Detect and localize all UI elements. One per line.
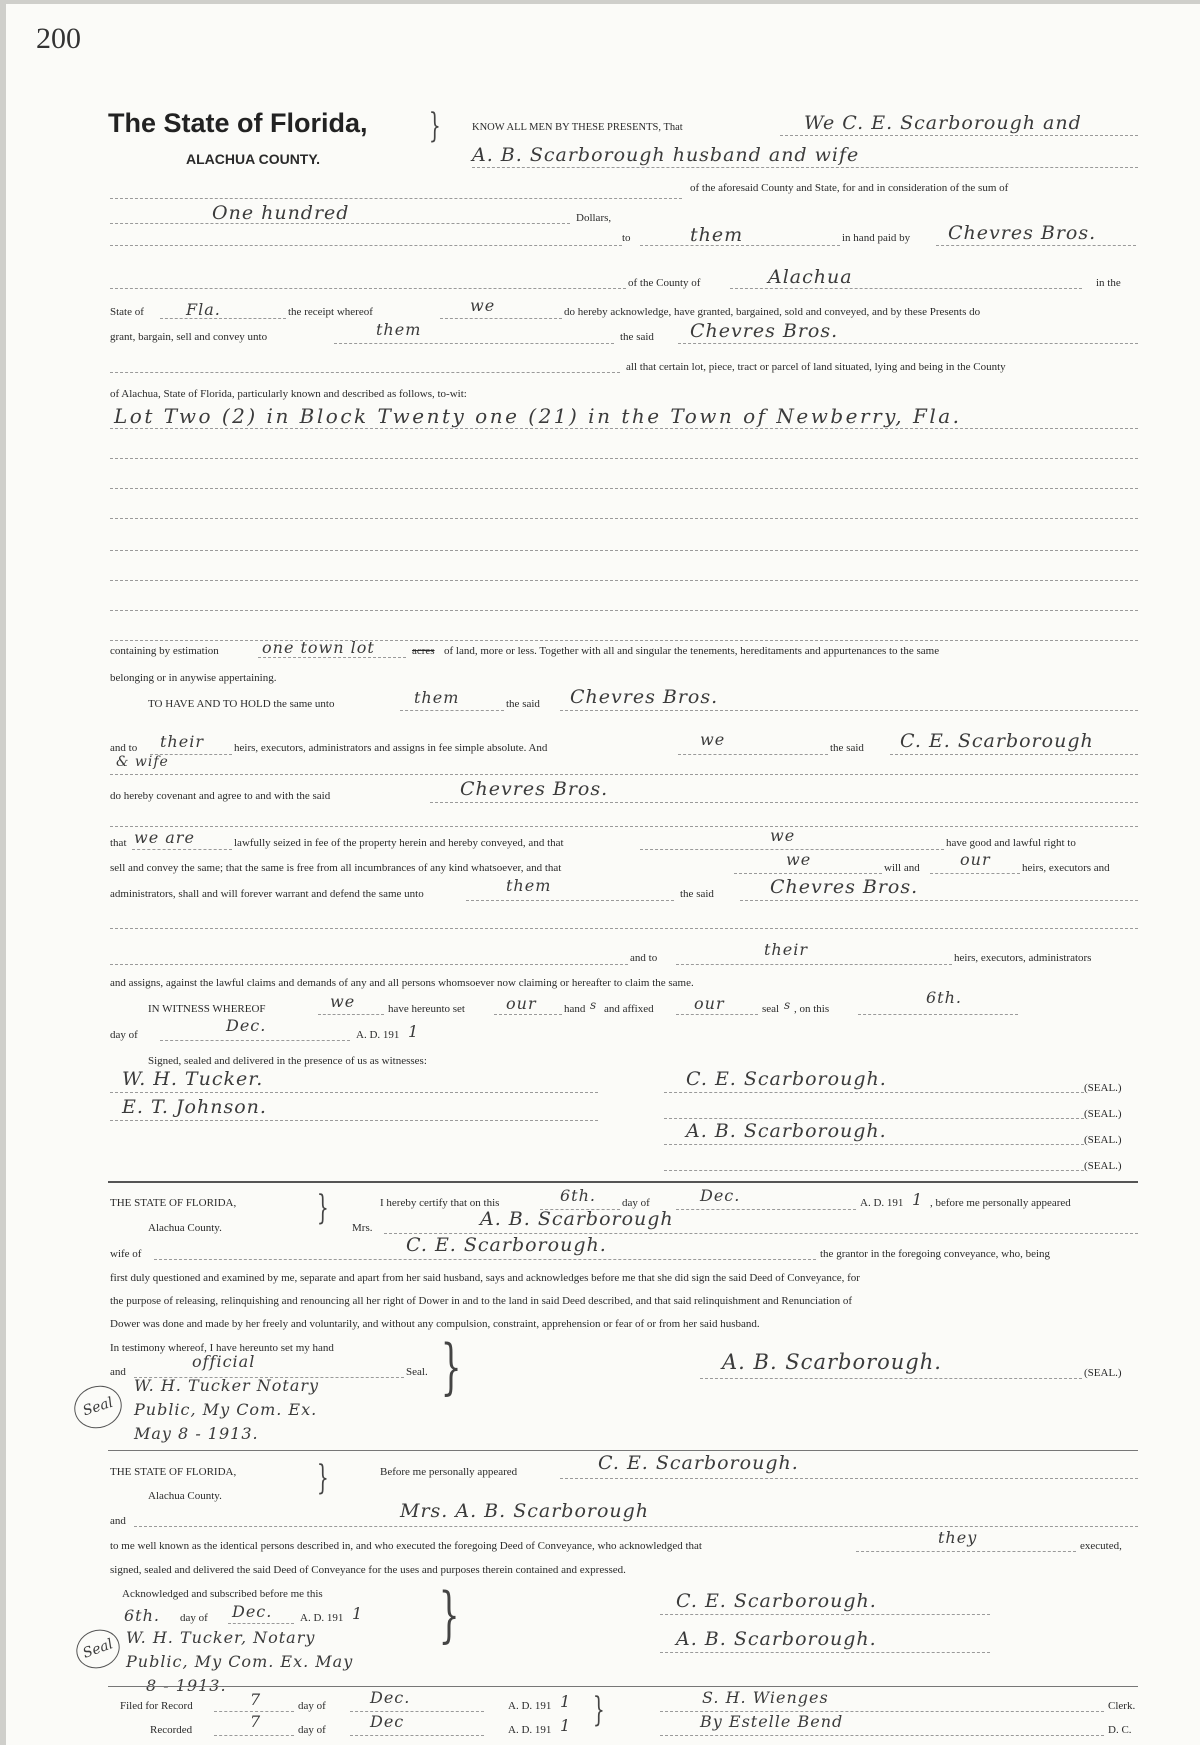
cert2-signature-1: C. E. Scarborough. bbox=[676, 1590, 877, 1612]
grantee-value: Chevres Bros. bbox=[948, 222, 1097, 244]
cert2-county: Alachua County. bbox=[148, 1490, 222, 1502]
cert2-appeared-value: C. E. Scarborough. bbox=[598, 1452, 799, 1474]
state-value: Fla. bbox=[186, 300, 221, 319]
that-value: we are bbox=[134, 828, 195, 847]
cert1-official: official bbox=[192, 1352, 256, 1371]
cert2-day-value: 6th. bbox=[124, 1606, 160, 1625]
cert2-seal-stamp: Seal bbox=[71, 1624, 125, 1675]
grantors-line-1: We C. E. Scarborough and bbox=[804, 112, 1082, 134]
page-number: 200 bbox=[36, 22, 81, 55]
sum-value: One hundred bbox=[212, 202, 350, 224]
cert2-month-value: Dec. bbox=[232, 1602, 273, 1621]
cert1-signature: A. B. Scarborough. bbox=[722, 1350, 942, 1374]
header-brace: } bbox=[428, 106, 441, 146]
said2-value: C. E. Scarborough bbox=[900, 730, 1094, 752]
deputy-clerk-signature: By Estelle Bend bbox=[700, 1712, 844, 1731]
witness-1-signature: W. H. Tucker. bbox=[122, 1068, 264, 1090]
sell-value: we bbox=[786, 850, 812, 869]
have-said-value: Chevres Bros. bbox=[570, 686, 719, 708]
cert1-state: THE STATE OF FLORIDA, bbox=[110, 1197, 237, 1209]
property-description: Lot Two (2) in Block Twenty one (21) in the Town of Newberry, Fla. bbox=[114, 404, 962, 428]
know-all-text: KNOW ALL MEN BY THESE PRESENTS, That bbox=[472, 122, 683, 133]
receipt-value: we bbox=[470, 296, 496, 315]
page-edge-top bbox=[0, 0, 1200, 4]
lawfully-value: we bbox=[770, 826, 796, 845]
cert2-and-value: Mrs. A. B. Scarborough bbox=[400, 1500, 650, 1522]
cert2-state: THE STATE OF FLORIDA, bbox=[110, 1466, 237, 1478]
covenant-value: Chevres Bros. bbox=[460, 778, 609, 800]
set-value: our bbox=[506, 994, 537, 1013]
affixed-value: our bbox=[694, 994, 725, 1013]
filed-month: Dec. bbox=[370, 1688, 411, 1707]
to-whom-value: them bbox=[690, 224, 744, 246]
cert2-notary-line-1: W. H. Tucker, Notary bbox=[126, 1628, 316, 1647]
grantor-2-signature: A. B. Scarborough. bbox=[686, 1120, 887, 1142]
unto-value: them bbox=[376, 320, 422, 339]
cert1-notary-line-3: May 8 - 1913. bbox=[134, 1424, 259, 1443]
county-value: Alachua bbox=[768, 266, 853, 288]
witness-day-value: 6th. bbox=[926, 988, 962, 1007]
filed-day: 7 bbox=[250, 1690, 262, 1709]
will-value: our bbox=[960, 850, 991, 869]
cert1-notary-line-2: Public, My Com. Ex. bbox=[134, 1400, 318, 1419]
iw-value: we bbox=[330, 992, 356, 1011]
cert2-they: they bbox=[938, 1528, 978, 1547]
grantor-1-signature: C. E. Scarborough. bbox=[686, 1068, 887, 1090]
deed-page: 200 The State of Florida, ALACHUA COUNTY. } KNOW ALL MEN BY THESE PRESENTS, That We C. E. Scarborough and A. B. Scarborough husband and wife of the aforesaid County and State, for and in consideration of the sum of One hundred Dollars, to them in hand paid by Chevres Bros. of the County of Alachua in the State of Fla. the receipt whereof we do hereby acknowledge, have granted, bargained, sold and conveyed, and by these Presents do grant, bargain, sell and convey unto them the said Chevres Bros. all that certain lot, piece, tract or parcel of land situated, lying and being in the County of Alachua, State of Florida, particularly known and described as follows, to-wit: Lot Two (2) in Block Twenty one (21) in the Town of Newberry, Fla. containing by estimation one town lot acres of land, more or less. Together with all and singular the tenements, hereditaments and appurtenances to the same belonging or in anywise appertaining. TO HAVE AND TO HOLD the same unto them the said Chevres Bros. and to their heirs, executors, administrators and assigns in fee simple absolute. And we the said C. E. Scarborough & wife do hereby covenant and agree to and with the said Chevres Bros. that we are lawfully seized in fee of the property herein and hereby conveyed, and that we have good and lawful right to sell and convey the same; that the same is free from all incumbrances of any kind whatsoever, and that we will and our heirs, executors and administrators, shall and will forever warrant and defend the same unto them the said Chevres Bros. and to their heirs, executors, administrators and assigns, against the lawful claims and demands of any and all persons whomsoever now claiming or hereafter to claim the same. IN WITNESS WHEREOF we have hereunto set our hand s and affixed our seal s , on this 6th. day of Dec. A. D. 191 1 Signed, sealed and delivered in the presence of us as witnesses: W. H. Tucker. E. T. Johnson. C. E. Scarborough. (SEAL.) (SEAL.) A. B. Scarborough. (SEAL.) (SEAL.) THE STATE OF FLORIDA, Alachua County. } I hereby certify that on this 6th. day of Dec. A. D. 191 1 , before me personally appeared Mrs. A. B. Scarborough wife of C. E. Scarborough. the grantor in the foregoing conveyance, who, being first duly questioned and examined by me, separate and apart from her said husband, says and acknowledges before me that she did sign the said Deed of Conveyance, for the purpose of releasing, relinquishing and renouncing all her right of Dower in and to the land in said Deed described, and that said relinquishment and Renunciation of Dower was done and made by her freely and voluntarily, and without any compulsion, constraint, apprehension or fear of or from her said husband. In testimony whereof, I have hereunto set my hand and official Seal. W. H. Tucker Notary Public, My Com. Ex. May 8 - 1913. Seal } A. B. Scarborough. (SEAL.) THE STATE OF FLORIDA, Alachua County. } Before me personally appeared C. E. Scarborough. and Mrs. A. B. Scarborough to me well known as the identical persons described in, and who executed the foregoing Deed of Conveyance, who acknowledged that they executed, signed, sealed and delivered the said Deed of Conveyance for the uses and purposes therein contained and expressed. Acknowledged and subscribed before me this 6th. day of Dec. A. D. 191 1 W. H. Tucker, Notary Public, My Com. Ex. May 8 - 1913. Seal } C. E. Scarborough. A. B. Scarborough. Filed for Record 7 day of Dec. A. D. 191 1 Recorded 7 day of Dec A. D. 191 1 } S. H. Wienges Clerk. By Estelle Bend D. C. bbox=[0, 0, 1200, 1745]
have-value: them bbox=[414, 688, 460, 707]
clerk-signature: S. H. Wienges bbox=[702, 1688, 829, 1707]
admin-value: them bbox=[506, 876, 552, 895]
document-title: The State of Florida, bbox=[108, 108, 368, 138]
cert2-notary-line-2: Public, My Com. Ex. May bbox=[126, 1652, 354, 1671]
cert1-wife-value: C. E. Scarborough. bbox=[406, 1234, 607, 1256]
cert1-month-value: Dec. bbox=[700, 1186, 741, 1205]
cert1-notary-line-1: W. H. Tucker Notary bbox=[134, 1376, 320, 1395]
county-heading: ALACHUA COUNTY. bbox=[186, 151, 321, 167]
grantors-line-2: A. B. Scarborough husband and wife bbox=[472, 144, 860, 166]
and-value: we bbox=[700, 730, 726, 749]
cert2-notary-line-3: 8 - 1913. bbox=[146, 1676, 227, 1695]
recorded-month: Dec bbox=[370, 1712, 405, 1731]
cert1-seal-stamp: Seal bbox=[69, 1380, 128, 1435]
witness-2-signature: E. T. Johnson. bbox=[122, 1096, 267, 1118]
and-to-2-value: their bbox=[764, 940, 808, 959]
cert1-mrs-value: A. B. Scarborough bbox=[480, 1208, 674, 1230]
cert1-day-value: 6th. bbox=[560, 1186, 596, 1205]
said3-value: Chevres Bros. bbox=[770, 876, 919, 898]
estimation-value: one town lot bbox=[262, 638, 375, 657]
cert2-signature-2: A. B. Scarborough. bbox=[676, 1628, 877, 1650]
and-wife-value: & wife bbox=[116, 754, 169, 770]
witness-month-value: Dec. bbox=[226, 1016, 267, 1035]
cert1-county: Alachua County. bbox=[148, 1222, 222, 1234]
said-value: Chevres Bros. bbox=[690, 320, 839, 342]
and-to-value: their bbox=[160, 732, 204, 751]
recorded-day: 7 bbox=[250, 1712, 262, 1731]
page-edge bbox=[0, 0, 6, 1745]
